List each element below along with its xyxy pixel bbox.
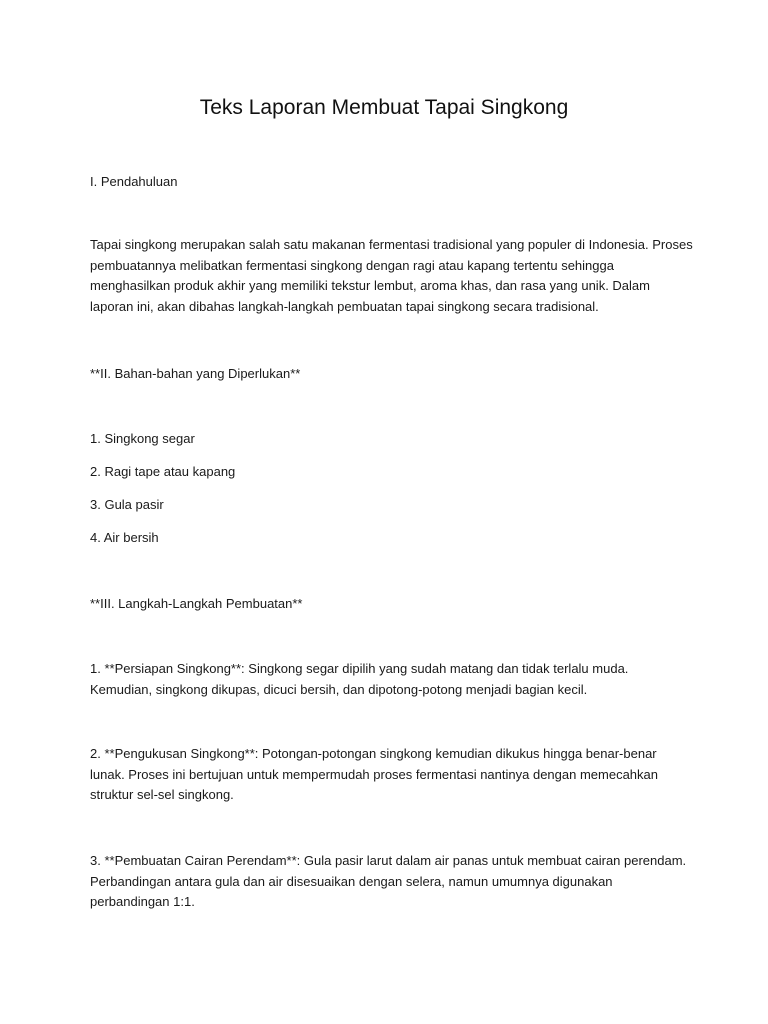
document-title: Teks Laporan Membuat Tapai Singkong [199,96,569,119]
section-heading-steps: **III. Langkah-Langkah Pembuatan** [90,596,303,611]
ingredient-item: 1. Singkong segar [90,431,195,446]
section-heading-introduction: I. Pendahuluan [90,174,178,189]
step-paragraph: 2. **Pengukusan Singkong**: Potongan-potongan singkong kemudian dikukus hingga benar-benar lunak. Proses ini bertujuan untuk mempermudah proses fermentasi nantinya dengan memecahkan struktur sel-sel singkong. [90,746,658,802]
introduction-paragraph: Tapai singkong merupakan salah satu makanan fermentasi tradisional yang populer di Indonesia. Proses pembuatannya melibatkan fermentasi singkong dengan ragi atau kapang tertentu sehingga menghasilkan produk akhir yang memiliki tekstur lembut, aroma khas, dan rasa yang unik. Dalam laporan ini, akan dibahas langkah-langkah pembuatan tapai singkong secara tradisional. [90,237,693,314]
ingredient-item: 3. Gula pasir [90,497,164,512]
step-paragraph: 1. **Persiapan Singkong**: Singkong segar dipilih yang sudah matang dan tidak terlalu muda. Kemudian, singkong dikupas, dicuci bersih, dan dipotong-potong menjadi bagian kecil. [90,661,629,697]
step-paragraph: 3. **Pembuatan Cairan Perendam**: Gula pasir larut dalam air panas untuk membuat cairan perendam. Perbandingan antara gula dan air disesuaikan dengan selera, namun umumnya digunakan perbandingan 1:1. [90,853,687,909]
ingredient-item: 4. Air bersih [90,530,159,545]
section-heading-ingredients: **II. Bahan-bahan yang Diperlukan** [90,366,301,381]
ingredient-item: 2. Ragi tape atau kapang [90,464,236,479]
